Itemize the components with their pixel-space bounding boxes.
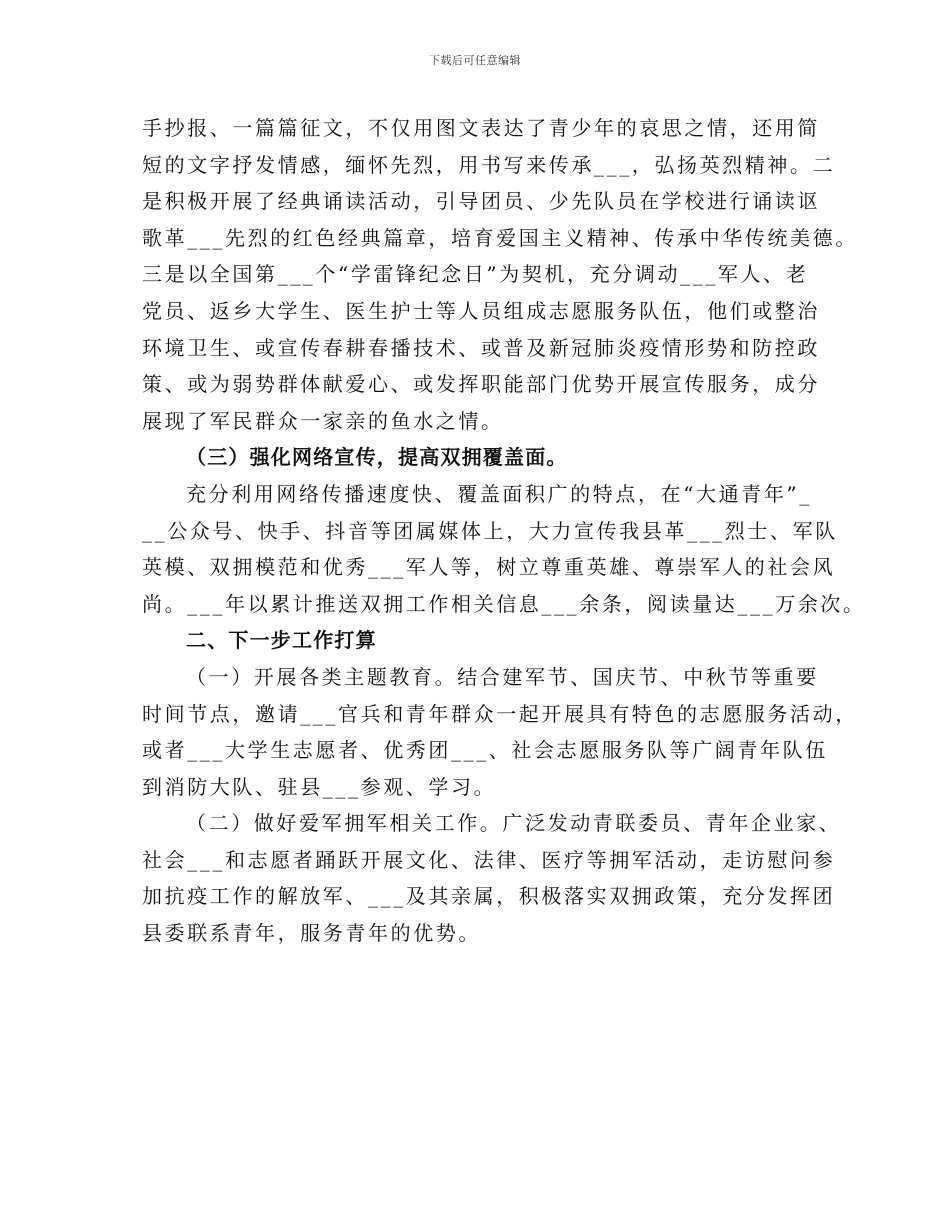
- section-heading: 二、下一步工作打算: [186, 628, 377, 653]
- text-line: 或者___大学生志愿者、优秀团___、社会志愿服务队等广阔青年队伍: [142, 738, 828, 763]
- text-line: 时间节点，邀请___官兵和青年群众一起开展具有特色的志愿服务活动，: [142, 701, 858, 726]
- document-body: [142, 110, 866, 952]
- paragraph-first-line: （二）做好爱军拥军相关工作。广泛发动青联委员、青年企业家、: [186, 811, 842, 836]
- paragraph-first-line: （一）开展各类主题教育。结合建军节、国庆节、中秋节等重要: [186, 664, 819, 689]
- text-line: 展现了军民群众一家亲的鱼水之情。: [142, 408, 504, 433]
- text-line: 手抄报、一篇篇征文，不仅用图文表达了青少年的哀思之情，还用简: [142, 116, 820, 140]
- text-line: 歌革___先烈的红色经典篇章，培育爱国主义精神、传承中华传统美德。: [142, 225, 858, 250]
- text-line: 县委联系青年，服务青年的优势。: [142, 921, 481, 946]
- text-line: 英模、双拥模范和优秀___军人等，树立尊重英雄、尊崇军人的社会风: [142, 555, 836, 580]
- text-line: 社会___和志愿者踊跃开展文化、法律、医疗等拥军活动，走访慰问参: [142, 847, 836, 872]
- section-heading: （三）强化网络宣传，提高双拥覆盖面。: [186, 445, 568, 470]
- text-line: 加抗疫工作的解放军、___及其亲属，积极落实双拥政策，充分发挥团: [142, 884, 836, 909]
- text-line: 是积极开展了经典诵读活动，引导团员、少先队员在学校进行诵读讴: [142, 189, 820, 214]
- text-line: 策、或为弱势群体献爱心、或发挥职能部门优势开展宣传服务，成分: [142, 372, 820, 397]
- text-line: 尚。___年以累计推送双拥工作相关信息___余条，阅读量达___万余次。: [142, 591, 866, 616]
- paragraph-first-line: 充分利用网络传播速度快、覆盖面积广的特点，在“大通青年”_: [186, 481, 812, 506]
- text-line: 三是以全国第___个“学雷锋纪念日”为契机，充分调动___军人、老: [142, 262, 809, 287]
- page-header: 下载后可任意编辑: [429, 54, 521, 67]
- text-line: 短的文字抒发情感，缅怀先烈，用书写来传承___，弘扬英烈精神。二: [142, 152, 836, 177]
- text-line: __公众号、快手、抖音等团属媒体上，大力宣传我县革___烈士、军队: [142, 518, 838, 543]
- text-line: 环境卫生、或宣传春耕春播技术、或普及新冠肺炎疫情形势和防控政: [142, 335, 820, 360]
- text-line: 到消防大队、驻县___参观、学习。: [142, 774, 497, 799]
- text-line: 党员、返乡大学生、医生护士等人员组成志愿服务队伍，他们或整治: [142, 298, 820, 323]
